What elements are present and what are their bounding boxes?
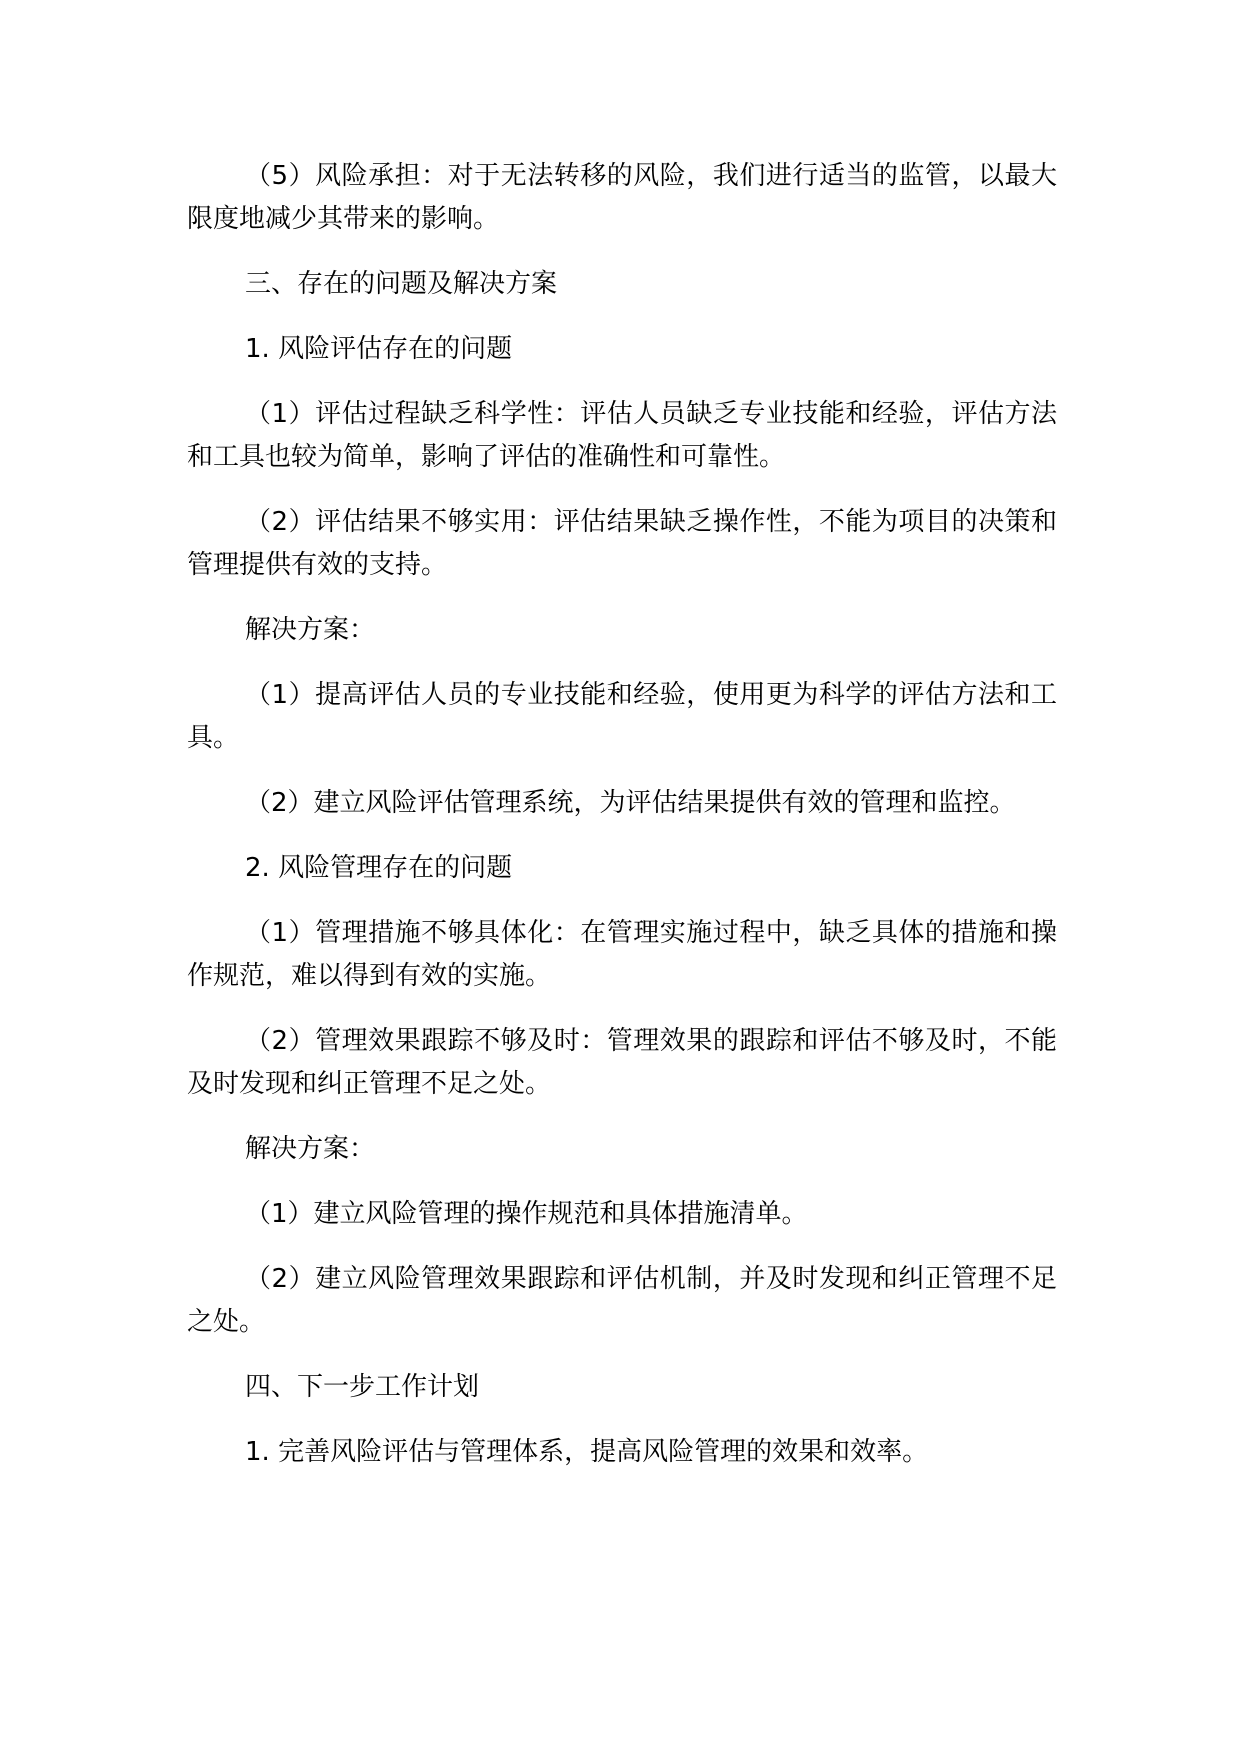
subheading-risk-management-problems: 2. 风险管理存在的问题 (245, 853, 513, 883)
paragraph-assessment-solution-1: （1）提高评估人员的专业技能和经验，使用更为科学的评估方法和工具。 (187, 680, 1057, 753)
subheading-risk-assessment-problems: 1. 风险评估存在的问题 (245, 334, 513, 364)
section-heading-next-steps: 四、下一步工作计划 (245, 1372, 480, 1402)
paragraph-management-problem-1: （1）管理措施不够具体化：在管理实施过程中，缺乏具体的措施和操作规范，难以得到有效的实施。 (187, 918, 1057, 991)
paragraph-management-problem-2: （2）管理效果跟踪不够及时：管理效果的跟踪和评估不够及时，不能及时发现和纠正管理不足之处。 (187, 1026, 1057, 1099)
section-heading-problems-solutions: 三、存在的问题及解决方案 (245, 269, 558, 299)
paragraph-management-solution-1: （1）建立风险管理的操作规范和具体措施清单。 (245, 1199, 808, 1229)
solutions-label: 解决方案： (245, 1134, 376, 1164)
document-body (187, 155, 1057, 1496)
paragraph-risk-acceptance: （5）风险承担：对于无法转移的风险，我们进行适当的监管，以最大限度地减少其带来的影响。 (187, 161, 1057, 234)
paragraph-assessment-problem-1: （1）评估过程缺乏科学性：评估人员缺乏专业技能和经验，评估方法和工具也较为简单，影响了评估的准确性和可靠性。 (187, 399, 1057, 472)
paragraph-assessment-solution-2: （2）建立风险评估管理系统，为评估结果提供有效的管理和监控。 (245, 788, 1016, 818)
solutions-label: 解决方案： (245, 615, 376, 645)
paragraph-management-solution-2: （2）建立风险管理效果跟踪和评估机制，并及时发现和纠正管理不足之处。 (187, 1264, 1057, 1337)
paragraph-next-step-1: 1. 完善风险评估与管理体系，提高风险管理的效果和效率。 (245, 1437, 929, 1467)
paragraph-assessment-problem-2: （2）评估结果不够实用：评估结果缺乏操作性，不能为项目的决策和管理提供有效的支持。 (187, 507, 1057, 580)
